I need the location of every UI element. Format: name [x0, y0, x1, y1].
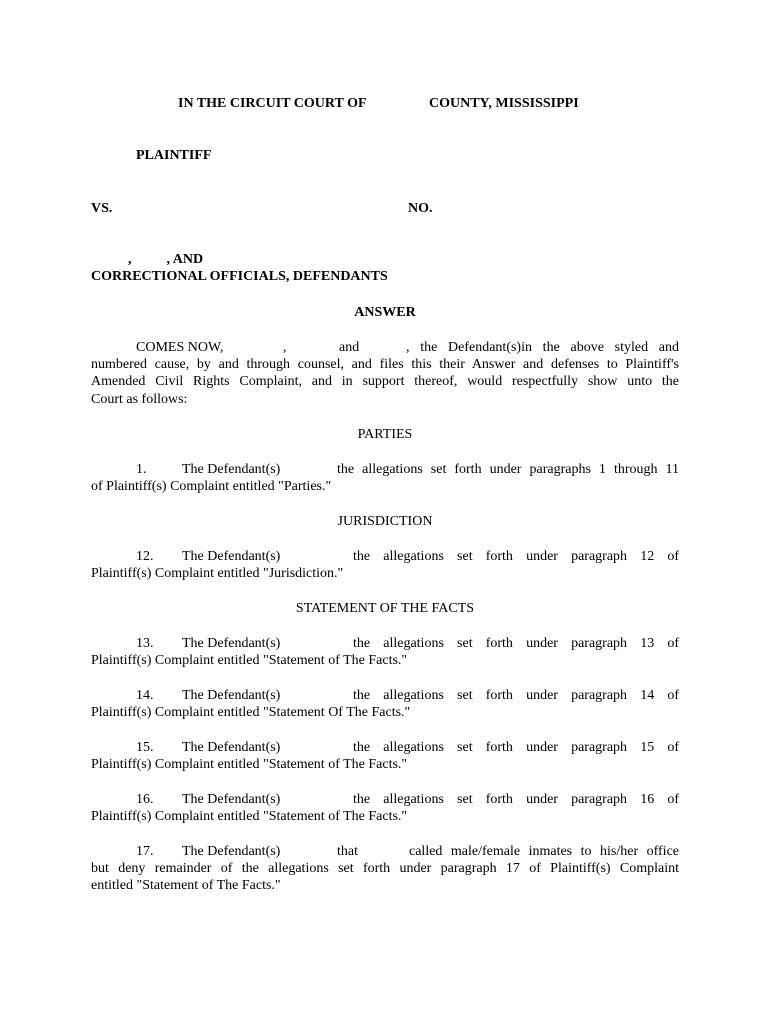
plaintiff-label: PLAINTIFF — [136, 148, 212, 163]
para-defendants: The Defendant(s) — [182, 688, 281, 703]
defendants-line-2: CORRECTIONAL OFFICIALS, DEFENDANTS — [91, 269, 388, 284]
para-number: 13. — [136, 636, 154, 651]
para-text: the allegations set forth under paragraph 13 of — [353, 636, 679, 651]
para-text-line-2: Plaintiff(s) Complaint entitled "Jurisdiction." — [91, 566, 344, 581]
intro-comma: , — [283, 340, 287, 355]
para-text-line-2: of Plaintiff(s) Complaint entitled "Parties." — [91, 479, 332, 494]
para-text: called male/female inmates to his/her office — [409, 844, 679, 859]
para-number: 16. — [136, 792, 154, 807]
court-heading-right: COUNTY, MISSISSIPPI — [429, 96, 579, 111]
para-text: the allegations set forth under paragraph 14 of — [353, 688, 679, 703]
para-defendants: The Defendant(s) — [182, 462, 281, 477]
para-text-line-2: Plaintiff(s) Complaint entitled "Statement of The Facts." — [91, 757, 408, 772]
para-number: 12. — [136, 549, 154, 564]
para-defendants: The Defendant(s) — [182, 792, 281, 807]
section-heading-jurisdiction: JURISDICTION — [337, 514, 433, 529]
intro-and: and — [339, 340, 360, 355]
para-text-line-2: but deny remainder of the allegations set forth under paragraph 17 of Plaintiff(s) Complaint — [91, 861, 679, 876]
section-heading-facts: STATEMENT OF THE FACTS — [295, 601, 475, 616]
para-defendants: The Defendant(s) — [182, 844, 281, 859]
defendants-line-1: , , AND — [128, 252, 204, 267]
intro-line-4: Court as follows: — [91, 391, 188, 407]
para-that: that — [337, 844, 358, 859]
para-number: 17. — [136, 844, 154, 859]
para-defendants: The Defendant(s) — [182, 549, 281, 564]
section-heading-parties: PARTIES — [357, 427, 413, 442]
intro-line-2: numbered cause, by and through counsel, and files this their Answer and defenses to Plaintiff's — [91, 357, 679, 372]
case-number-label: NO. — [408, 201, 433, 216]
para-text: the allegations set forth under paragraphs 1 through 11 — [337, 462, 679, 477]
vs-label: VS. — [91, 201, 113, 216]
intro-comes-now: COMES NOW, — [136, 340, 224, 355]
intro-body — [91, 356, 679, 408]
para-text-line-2: Plaintiff(s) Complaint entitled "Statement of The Facts." — [91, 809, 408, 824]
para-text: the allegations set forth under paragraph 12 of — [353, 549, 679, 564]
para-defendants: The Defendant(s) — [182, 740, 281, 755]
document-title: ANSWER — [354, 305, 416, 320]
court-heading-left: IN THE CIRCUIT COURT OF — [178, 96, 367, 111]
para-text: the allegations set forth under paragraph 16 of — [353, 792, 679, 807]
para-number: 1. — [136, 462, 147, 477]
para-text-line-2: Plaintiff(s) Complaint entitled "Statement of The Facts." — [91, 653, 408, 668]
para-text-line-3: entitled "Statement of The Facts." — [91, 878, 281, 893]
para-text-line-2: Plaintiff(s) Complaint entitled "Statement Of The Facts." — [91, 705, 411, 720]
para-number: 15. — [136, 740, 154, 755]
para-defendants: The Defendant(s) — [182, 636, 281, 651]
intro-defendants-text: , the Defendant(s)in the above styled and — [406, 340, 679, 355]
para-number: 14. — [136, 688, 154, 703]
intro-line-3: Amended Civil Rights Complaint, and in support thereof, would respectfully show unto the — [91, 374, 679, 390]
para-text: the allegations set forth under paragraph 15 of — [353, 740, 679, 755]
